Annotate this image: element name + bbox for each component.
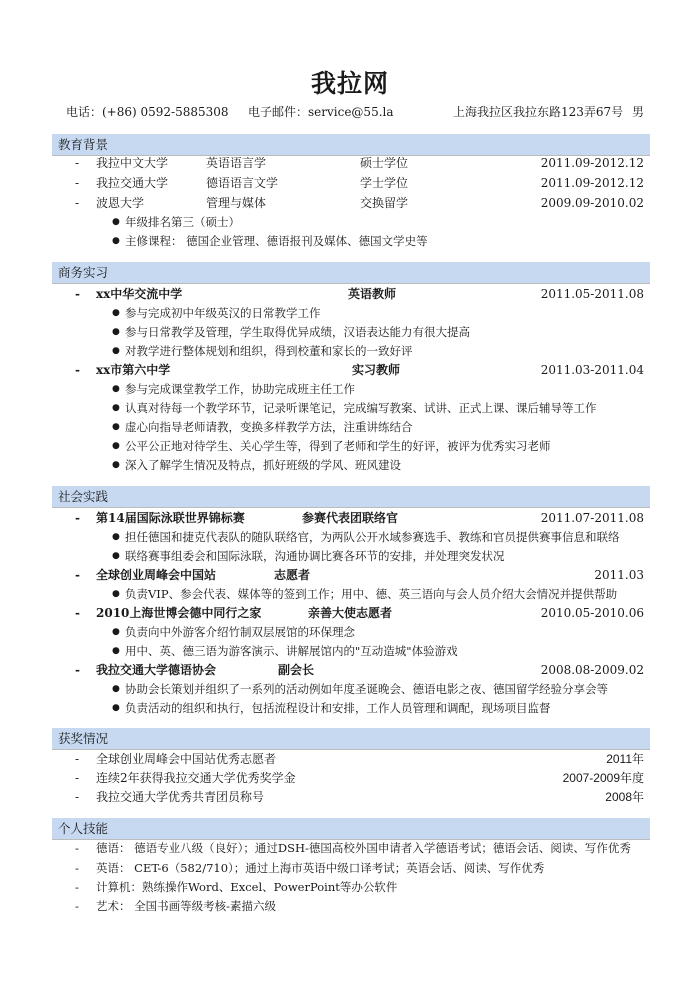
dash-marker: -: [75, 196, 80, 210]
bullet-text: 深入了解学生情况及特点，抓好班级的学风、班风建设: [125, 458, 401, 472]
bullet-text: 参与完成初中年级英汉的日常教学工作: [125, 306, 321, 320]
section-header-awards: 获奖情况: [52, 728, 650, 750]
date-range: 2011.03: [594, 568, 644, 582]
bullet-icon: ●: [112, 217, 120, 227]
education-row: [52, 153, 650, 173]
phone-text: 电话：(+86) 0592-5885308: [66, 105, 229, 119]
award-year: 2007-2009年度: [562, 771, 644, 785]
dash-marker: -: [75, 363, 80, 377]
list-item: [52, 436, 650, 456]
date-range: 2011.05-2011.08: [540, 287, 644, 301]
bullet-icon: ●: [112, 589, 120, 599]
list-item: [52, 455, 650, 475]
list-item: [52, 341, 650, 361]
activity-row: [52, 508, 650, 528]
list-item: [52, 546, 650, 566]
section-header-skills: 个人技能: [52, 818, 650, 840]
bullet-icon: ●: [112, 551, 120, 561]
org-name: xx中华交流中学: [96, 287, 183, 301]
bullet-icon: ●: [112, 422, 120, 432]
dash-marker: -: [75, 287, 80, 301]
list-item: [52, 622, 650, 642]
job-row: [52, 284, 650, 304]
award-row: [52, 749, 650, 769]
dash-marker: -: [75, 176, 80, 190]
list-item: [52, 231, 650, 251]
skill-row: [52, 858, 662, 878]
bullet-icon: ●: [112, 327, 120, 337]
bullet-text: 负责VIP、参会代表、媒体等的签到工作；用中、德、英三语向与会人员介绍大会情况并提供帮助: [125, 587, 618, 601]
list-item: [52, 641, 650, 661]
bullet-icon: ●: [112, 236, 120, 246]
education-row: [52, 173, 650, 193]
bullet-text: 参与完成课堂教学工作，协助完成班主任工作: [125, 382, 355, 396]
bullet-icon: ●: [112, 646, 120, 656]
activity-row: [52, 660, 650, 680]
resume-name: 我拉网: [310, 69, 389, 98]
bullet-text: 虚心向指导老师请教，变换多样教学方法，注重讲练结合: [125, 420, 413, 434]
major: 德语语言文学: [206, 176, 279, 190]
award-name: 全球创业周峰会中国站优秀志愿者: [96, 752, 277, 766]
dash-marker: -: [75, 752, 80, 766]
award-name: 连续2年获得我拉交通大学优秀奖学金: [96, 771, 296, 785]
role: 副会长: [278, 663, 315, 677]
dash-marker: -: [75, 880, 79, 894]
skill-text: 德语： 德语专业八级（良好）；通过DSH-德国高校外国申请者入学德语考试；德语会话、阅读、写作优秀: [96, 841, 631, 855]
bullet-icon: ●: [112, 384, 120, 394]
bullet-icon: ●: [112, 532, 120, 542]
bullet-text: 主修课程： 德国企业管理、德语报刊及媒体、德国文学史等: [125, 234, 428, 248]
education-row: [52, 193, 650, 213]
role: 英语教师: [348, 287, 397, 301]
list-item: [52, 698, 650, 718]
bullet-text: 公平公正地对待学生、关心学生等，得到了老师和学生的好评，被评为优秀实习老师: [125, 439, 551, 453]
school-name: 我拉交通大学: [96, 176, 169, 190]
dash-marker: -: [75, 606, 80, 620]
section-header-education: 教育背景: [52, 134, 650, 156]
skill-row: [52, 877, 662, 897]
role: 实习教师: [352, 363, 401, 377]
date-range: 2011.07-2011.08: [540, 511, 644, 525]
bullet-icon: ●: [112, 441, 120, 451]
email-text: 电子邮件：service@55.la: [248, 105, 394, 119]
bullet-text: 担任德国和捷克代表队的随队联络官，为两队公开水域参赛选手、教练和官员提供赛事信息和联络: [125, 530, 620, 544]
role: 亲善大使志愿者: [308, 606, 393, 620]
org-name: xx市第六中学: [96, 363, 171, 377]
date-range: 2008.08-2009.02: [540, 663, 644, 677]
dash-marker: -: [75, 841, 79, 855]
award-row: [52, 768, 650, 788]
bullet-icon: ●: [112, 703, 120, 713]
date-range: 2011.09-2012.12: [540, 156, 644, 170]
date-range: 2011.09-2012.12: [540, 176, 644, 190]
bullet-text: 协助会长策划并组织了一系列的活动例如年度圣诞晚会、德语电影之夜、德国留学经验分享会等: [125, 682, 608, 696]
date-range: 2009.09-2010.02: [540, 196, 644, 210]
bullet-text: 认真对待每一个教学环节，记录听课笔记，完成编写教案、试讲、正式上课、课后辅导等工作: [125, 401, 597, 415]
dash-marker: -: [75, 771, 80, 785]
org-name: 2010上海世博会德中同行之家: [96, 606, 262, 620]
role: 参赛代表团联络官: [302, 511, 399, 525]
dash-marker: -: [75, 568, 80, 582]
award-row: [52, 787, 650, 807]
org-name: 全球创业周峰会中国站: [96, 568, 217, 582]
list-item: [52, 322, 650, 342]
section-header-social: 社会实践: [52, 486, 650, 508]
degree: 学士学位: [360, 176, 409, 190]
award-name: 我拉交通大学优秀共青团员称号: [96, 790, 265, 804]
list-item: [52, 379, 650, 399]
list-item: [52, 303, 650, 323]
dash-marker: -: [75, 899, 79, 913]
major: 英语语言学: [206, 156, 267, 170]
list-item: [52, 527, 650, 547]
school-name: 波恩大学: [96, 196, 145, 210]
section-header-internship: 商务实习: [52, 262, 650, 284]
date-range: 2010.05-2010.06: [540, 606, 644, 620]
skill-text: 计算机：熟练操作Word、Excel、PowerPoint等办公软件: [96, 880, 398, 894]
date-range: 2011.03-2011.04: [540, 363, 644, 377]
bullet-icon: ●: [112, 308, 120, 318]
bullet-text: 负责向中外游客介绍竹制双层展馆的环保理念: [125, 625, 355, 639]
role: 志愿者: [274, 568, 311, 582]
activity-row: [52, 565, 650, 585]
bullet-icon: ●: [112, 684, 120, 694]
org-name: 第14届国际泳联世界锦标赛: [96, 511, 245, 525]
list-item: [52, 584, 650, 604]
bullet-icon: ●: [112, 403, 120, 413]
list-item: [52, 417, 650, 437]
bullet-text: 对教学进行整体规划和组织，得到校董和家长的一致好评: [125, 344, 413, 358]
bullet-text: 年级排名第三（硕士）: [125, 215, 240, 229]
skill-text: 英语： CET-6（582/710）；通过上海市英语中级口译考试；英语会话、阅读、写作优秀: [96, 861, 545, 875]
skill-row: [52, 896, 662, 916]
list-item: [52, 679, 650, 699]
skill-row: [52, 838, 662, 858]
dash-marker: -: [75, 511, 80, 525]
bullet-text: 参与日常教学及管理，学生取得优异成绩，汉语表达能力有很大提高: [125, 325, 470, 339]
dash-marker: -: [75, 156, 80, 170]
major: 管理与媒体: [206, 196, 267, 210]
bullet-text: 联络赛事组委会和国际泳联，沟通协调比赛各环节的安排，并处理突发状况: [125, 549, 505, 563]
skill-text: 艺术： 全国书画等级考核-素描六级: [96, 899, 277, 913]
activity-row: [52, 603, 650, 623]
list-item: [52, 398, 650, 418]
gender-text: 男: [632, 105, 645, 119]
address-text: 上海我拉区我拉东路123弄67号: [453, 105, 624, 119]
list-item: [52, 212, 650, 232]
bullet-icon: ●: [112, 460, 120, 470]
degree: 交换留学: [360, 196, 409, 210]
dash-marker: -: [75, 663, 80, 677]
bullet-icon: ●: [112, 627, 120, 637]
job-row: [52, 360, 650, 380]
bullet-text: 负责活动的组织和执行，包括流程设计和安排，工作人员管理和调配，现场项目监督: [125, 701, 551, 715]
dash-marker: -: [75, 790, 80, 804]
bullet-icon: ●: [112, 346, 120, 356]
award-year: 2008年: [605, 790, 644, 804]
dash-marker: -: [75, 861, 79, 875]
school-name: 我拉中文大学: [96, 156, 169, 170]
degree: 硕士学位: [360, 156, 409, 170]
award-year: 2011年: [606, 752, 644, 766]
org-name: 我拉交通大学德语协会: [96, 663, 217, 677]
bullet-text: 用中、英、德三语为游客演示、讲解展馆内的"互动造城"体验游戏: [125, 644, 458, 658]
